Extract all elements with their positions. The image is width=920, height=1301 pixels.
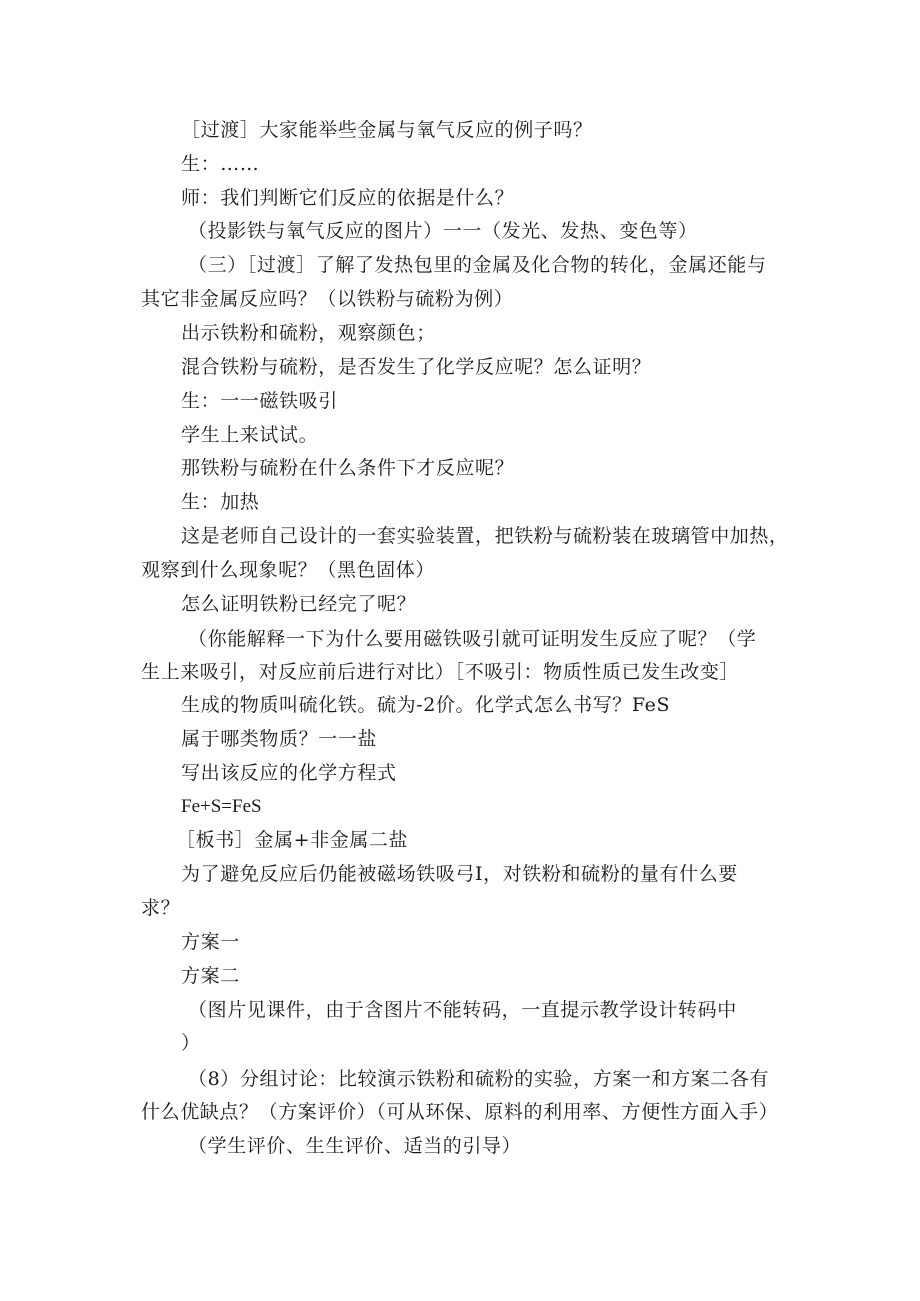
text-line: 生：…… [181,153,260,175]
text-line: 怎么证明铁粉已经完了呢？ [181,593,417,615]
text-line: 那铁粉与硫粉在什么条件下才反应呢？ [181,457,515,479]
text-line: 这是老师自己设计的一套实验装置，把铁粉与硫粉装在玻璃管中加热， [181,525,789,547]
chemical-equation: Fe+S=FeS [181,796,262,817]
text-line: 出示铁粉和硫粉，观察颜色； [181,322,436,344]
text-line: 生：加热 [181,491,260,513]
text-line: （图片见课件，由于含图片不能转码，一直提示教学设计转码中 [188,999,737,1021]
text-line: 师：我们判断它们反应的依据是什么？ [181,187,515,209]
text-line: 生上来吸引，对反应前后进行对比）［不吸引：物质性质已发生改变］ [141,661,740,683]
text-line: ） [181,1032,201,1054]
text-line: 什么优缺点？（方案评价）（可从环保、原料的利用率、方便性方面入手） [141,1101,779,1123]
text-line: 观察到什么现象呢？（黑色固体） [141,559,436,581]
text-line: 方案一 [181,931,240,953]
text-line: 写出该反应的化学方程式 [181,762,397,784]
text-line: （投影铁与氧气反应的图片）一一（发光、发热、变色等） [188,220,698,242]
text-line: 属于哪类物质？一一盐 [181,728,378,750]
text-line: 其它非金属反应吗？（以铁粉与硫粉为例） [141,288,514,310]
text-line: （你能解释一下为什么要用磁铁吸引就可证明发生反应了呢？（学 [188,628,757,650]
text-line: 为了避免反应后仍能被磁场铁吸弓I，对铁粉和硫粉的量有什么要 [181,863,738,885]
text-line: 学生上来试试。 [181,424,319,446]
text-line: 生：一一磁铁吸引 [181,390,338,412]
text-line: 生成的物质叫硫化铁。硫为-2价。化学式怎么书写？FeS [181,694,671,716]
text-line: 方案二 [181,965,240,987]
text-line: ［过渡］大家能举些金属与氧气反应的例子吗？ [181,119,593,141]
text-line: 求？ [141,897,181,919]
text-line: 混合铁粉与硫粉，是否发生了化学反应呢？怎么证明？ [181,356,652,378]
text-line: （三）［过渡］了解了发热包里的金属及化合物的转化，金属还能与 [188,254,767,276]
text-line: （8）分组讨论：比较演示铁粉和硫粉的实验，方案一和方案二各有 [188,1068,770,1090]
text-line: ［板书］金属+非金属二盐 [176,829,409,851]
text-line: （学生评价、生生评价、适当的引导） [188,1135,522,1157]
